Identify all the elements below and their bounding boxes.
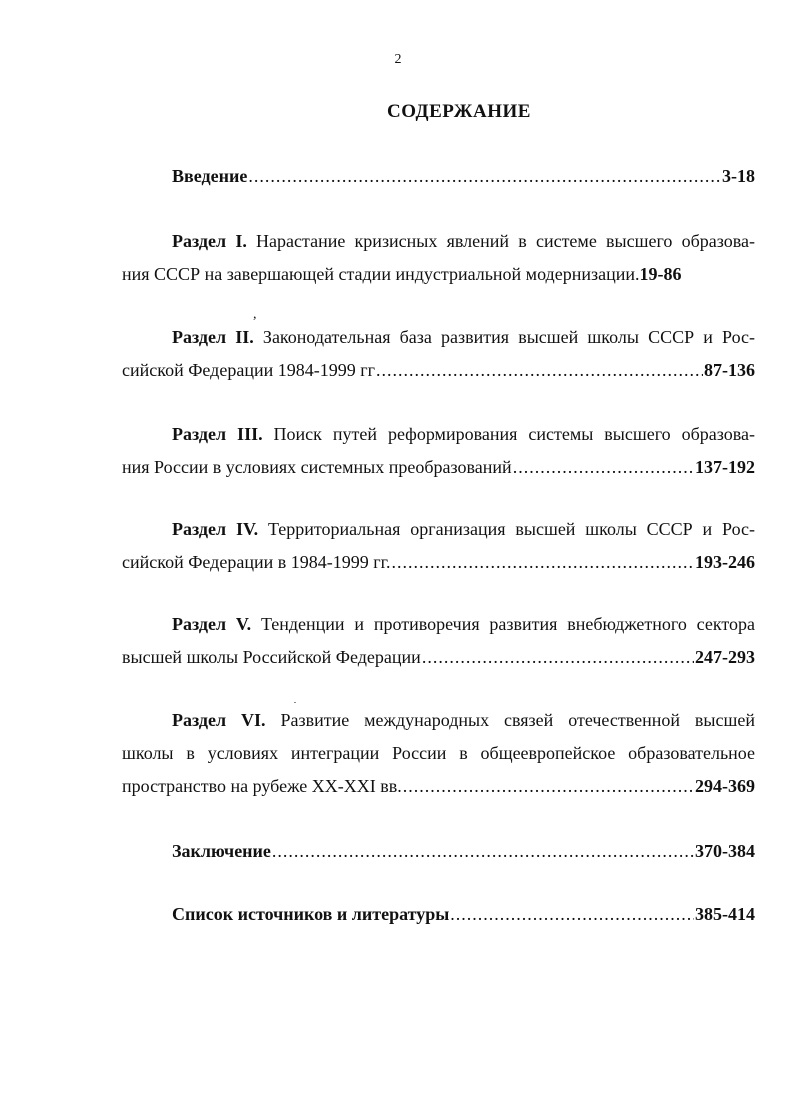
dot-leader [391,546,694,579]
dot-leader [272,835,694,868]
toc-entry-label: Раздел VI. [172,710,266,730]
toc-entry-label: Заключение [172,841,271,861]
toc-entry-title-line: ния России в условиях системных преобразований [122,457,512,477]
toc-entry-pages: 19-86 [639,264,682,284]
dot-leader [422,641,694,674]
dot-leader [450,898,694,931]
toc-entry-section-3 [122,418,755,484]
toc-entry-section-2 [122,321,755,387]
toc-entry-label: Введение [172,166,248,186]
dot-leader [248,160,721,193]
page-number: 2 [394,52,402,67]
dot-leader [513,451,694,484]
toc-entry-pages: 385-414 [695,904,755,924]
toc-entry-pages: 3-18 [722,166,755,186]
toc-entry-pages: 370-384 [695,841,755,861]
toc-entry-pages: 137-192 [695,457,755,477]
toc-entry-pages: 247-293 [695,647,755,667]
toc-entry-label: Раздел IV. [172,519,259,539]
page-title: СОДЕРЖАНИЕ [387,101,531,122]
toc-entry-label: Раздел I. [172,231,247,251]
toc-entry-section-4 [122,513,755,579]
toc-entry-label: Раздел V. [172,614,252,634]
toc-entry-title-line: Территориальная организация высшей школы СССР и Рос- [267,519,755,539]
toc-entry-title-line: высшей школы Российской Федерации [122,647,421,667]
toc-entry-conclusion [122,835,755,868]
stray-mark: , [253,307,257,322]
toc-entry-section-1 [122,225,755,291]
dot-leader [403,770,694,803]
toc-entry-section-5 [122,608,755,674]
toc-entry-title-line: школы в условиях интеграции России в общеевропейское образовательное [122,743,755,763]
toc-entry-intro [122,160,755,193]
toc-entry-title-line: сийской Федерации в 1984-1999 гг. [122,552,391,572]
dot-leader [376,354,703,387]
toc-entry-pages: 193-246 [695,552,755,572]
toc-entry-title-line: Тенденции и противоречия развития внебюджетного сектора [260,614,756,634]
stray-dot [294,702,296,703]
toc-entry-title-line: Развитие международных связей отечественной высшей [280,710,755,730]
toc-entry-title-line: Нарастание кризисных явлений в системе высшего образова- [256,231,756,251]
toc-entry-label: Раздел III. [172,424,263,444]
toc-entry-title-line: Поиск путей реформирования системы высшего образова- [273,424,755,444]
toc-entry-pages: 87-136 [704,360,755,380]
toc-entry-section-6 [122,704,755,803]
toc-entry-label: Раздел II. [172,327,254,347]
toc-entry-title-line: Законодательная база развития высшей школы СССР и Рос- [262,327,756,347]
toc-entry-pages: 294-369 [695,776,755,796]
toc-entry-title-line: ния СССР на завершающей стадии индустриальной модернизации. [122,264,640,284]
toc-entry-label: Список источников и литературы [172,904,450,924]
toc-entry-bibliography [122,898,755,931]
toc-entry-title-line: пространство на рубеже XX-XXI вв. [122,776,402,796]
toc-entry-title-line: сийской Федерации 1984-1999 гг [122,360,375,380]
